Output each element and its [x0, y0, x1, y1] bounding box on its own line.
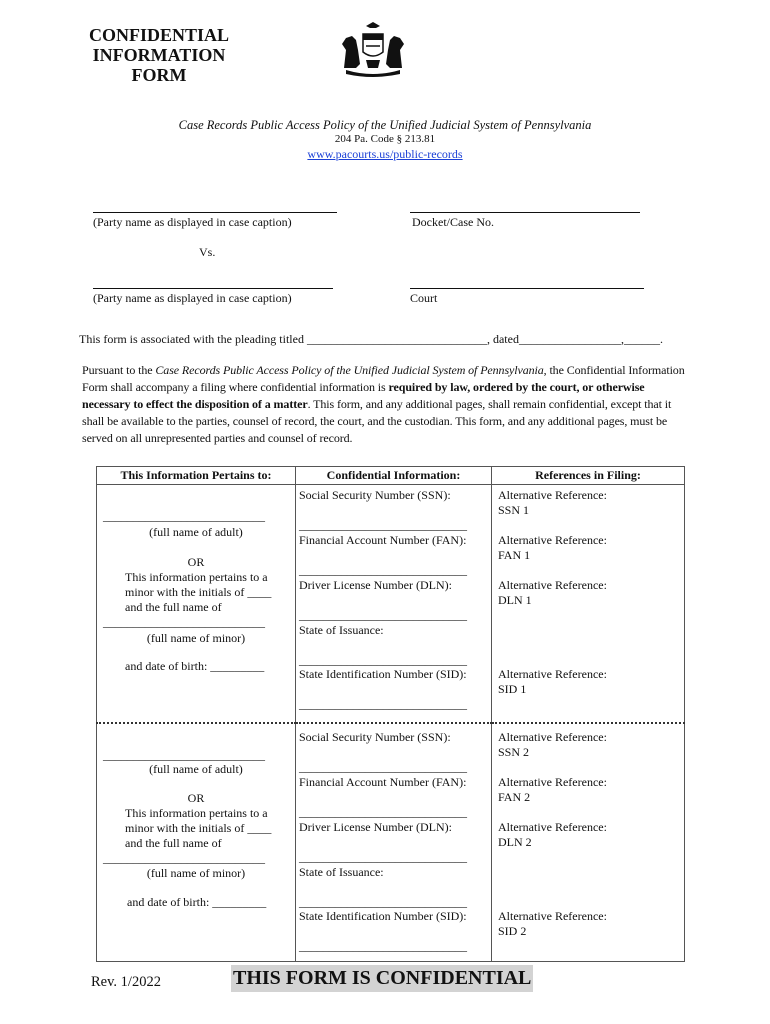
sid-blank[interactable]: ____________________________: [299, 939, 467, 953]
sid-blank[interactable]: ____________________________: [299, 697, 467, 711]
full-name-minor-label: (full name of minor): [146, 631, 246, 645]
adult-name-blank[interactable]: ___________________________: [103, 748, 265, 762]
ref-fan-2: FAN 2: [498, 790, 531, 804]
confidential-info-table: [96, 466, 685, 962]
ssn-label: Social Security Number (SSN):: [299, 730, 451, 744]
instruction-paragraph: [82, 362, 692, 447]
ref-ssn-2: SSN 2: [498, 745, 530, 759]
docket-line[interactable]: [410, 212, 640, 213]
ssn-blank[interactable]: ____________________________: [299, 760, 467, 774]
court-line[interactable]: [410, 288, 644, 289]
full-name-minor-label: (full name of minor): [146, 866, 246, 880]
party2-line[interactable]: [93, 288, 333, 289]
paragraph-policy-italic: Case Records Public Access Policy of the Unified Judicial System of Pennsylvania: [155, 363, 544, 377]
title-line-2: INFORMATION: [92, 45, 226, 65]
party1-label: (Party name as displayed in case caption): [93, 215, 292, 229]
issuance-blank[interactable]: ____________________________: [299, 653, 467, 667]
issuance-label: State of Issuance:: [299, 865, 384, 879]
alt-ref-label: Alternative Reference:: [498, 775, 607, 789]
alt-ref-label: Alternative Reference:: [498, 909, 607, 923]
paragraph-text-2: , the Confidential Information Form shall accompany a filing where confidential information is: [82, 363, 685, 394]
minor-line-3: and the full name of: [125, 836, 222, 850]
dln-label: Driver License Number (DLN):: [299, 820, 452, 834]
or-label: OR: [187, 791, 205, 805]
docket-label: Docket/Case No.: [412, 215, 494, 229]
header-confidential: Confidential Information:: [296, 467, 492, 485]
alt-ref-label: Alternative Reference:: [498, 730, 607, 744]
confidential-banner: THIS FORM IS CONFIDENTIAL: [231, 965, 533, 992]
minor-line-1: This information pertains to a: [125, 806, 268, 820]
alt-ref-label: Alternative Reference:: [498, 533, 607, 547]
code-citation: 204 Pa. Code § 213.81: [334, 133, 436, 145]
fan-label: Financial Account Number (FAN):: [299, 775, 467, 789]
ref-fan-1: FAN 1: [498, 548, 531, 562]
title-line-1: CONFIDENTIAL: [88, 25, 230, 45]
issuance-blank[interactable]: ____________________________: [299, 895, 467, 909]
minor-line-3: and the full name of: [125, 600, 222, 614]
ref-sid-1: SID 1: [498, 682, 527, 696]
alt-ref-label: Alternative Reference:: [498, 578, 607, 592]
ref-sid-2: SID 2: [498, 924, 527, 938]
sid-label: State Identification Number (SID):: [299, 909, 467, 923]
adult-name-blank[interactable]: ___________________________: [103, 509, 265, 523]
minor-name-blank[interactable]: ___________________________: [103, 851, 265, 865]
ref-ssn-1: SSN 1: [498, 503, 530, 517]
fan-blank[interactable]: ____________________________: [299, 805, 467, 819]
party2-label: (Party name as displayed in case caption): [93, 291, 292, 305]
full-name-adult-label: (full name of adult): [149, 762, 243, 776]
header-pertains: This Information Pertains to:: [97, 467, 296, 485]
paragraph-text-3: . This form, and any additional pages, shall remain confidential, except that it shall be available to the parties, counsel of record, the court, and the custodian. This form, and any additional pages, must be served on all unrepresented parties and counsel of record.: [82, 397, 672, 445]
revision-label: Rev. 1/2022: [91, 974, 161, 990]
form-title: [80, 25, 238, 85]
court-label: Court: [410, 291, 438, 305]
ssn-blank[interactable]: ____________________________: [299, 518, 467, 532]
dob-label[interactable]: and date of birth: _________: [127, 895, 267, 909]
table-row: [97, 485, 685, 724]
alt-ref-label: Alternative Reference:: [498, 820, 607, 834]
versus-label: Vs.: [199, 245, 216, 259]
sid-label: State Identification Number (SID):: [299, 667, 467, 681]
fan-blank[interactable]: ____________________________: [299, 563, 467, 577]
dln-blank[interactable]: ____________________________: [299, 608, 467, 622]
party1-line[interactable]: [93, 212, 337, 213]
or-label: OR: [187, 555, 205, 569]
alt-ref-label: Alternative Reference:: [498, 667, 607, 681]
pleading-line: This form is associated with the pleading titled ______________________________, dated_________________,______.: [79, 332, 663, 346]
alt-ref-label: Alternative Reference:: [498, 488, 607, 502]
full-name-adult-label: (full name of adult): [149, 525, 243, 539]
ref-dln-1: DLN 1: [498, 593, 532, 607]
public-records-link[interactable]: www.pacourts.us/public-records: [307, 147, 463, 161]
minor-name-blank[interactable]: ___________________________: [103, 615, 265, 629]
paragraph-bold: required by law, ordered by the court, or otherwise necessary to effect the disposition of a matter: [82, 380, 645, 411]
minor-line-2: minor with the initials of ____: [125, 821, 272, 835]
title-line-3: FORM: [131, 65, 187, 85]
header-references: References in Filing:: [492, 467, 685, 485]
paragraph-text-1: Pursuant to the: [82, 363, 156, 377]
dob-label[interactable]: and date of birth: _________: [125, 659, 265, 673]
minor-line-2: minor with the initials of ____: [125, 585, 272, 599]
ssn-label: Social Security Number (SSN):: [299, 488, 451, 502]
minor-line-1: This information pertains to a: [125, 570, 268, 584]
dln-label: Driver License Number (DLN):: [299, 578, 452, 592]
ref-dln-2: DLN 2: [498, 835, 532, 849]
issuance-label: State of Issuance:: [299, 623, 384, 637]
dln-blank[interactable]: ____________________________: [299, 850, 467, 864]
table-row: [97, 723, 685, 962]
fan-label: Financial Account Number (FAN):: [299, 533, 467, 547]
pennsylvania-coat-of-arms-icon: [336, 20, 410, 78]
policy-title: Case Records Public Access Policy of the Unified Judicial System of Pennsylvania: [178, 118, 592, 132]
